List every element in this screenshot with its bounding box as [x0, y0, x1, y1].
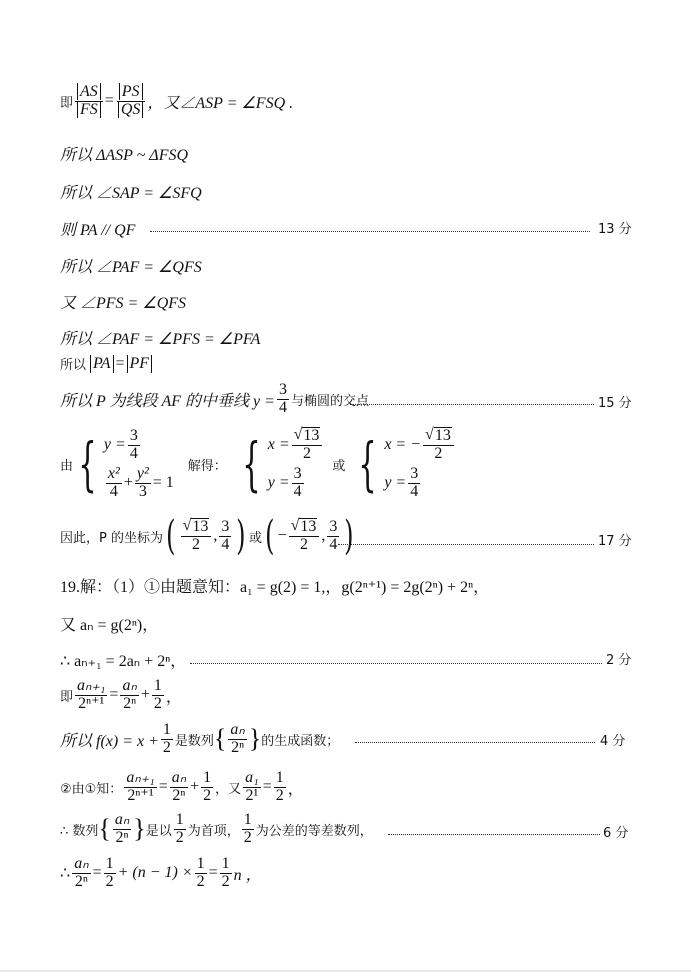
line-ratio-recurrence: 即 $\frac{\text{aₙ₊₁}}{\text{2ⁿ⁺¹}}$ = $\frac{\text{aₙ}}{\text{2ⁿ}}$ + $\frac{1}{2}$ ， [60, 677, 182, 712]
line-system [60, 424, 456, 504]
score-4: 4 分 [600, 734, 626, 749]
text-or: 或 [332, 458, 346, 474]
text-suoyi: 所以 [60, 358, 87, 373]
system-given: y = $\frac{3}{4}$ $\frac{\text{x²}}{4}$ + $\frac{\text{y²}}{3}$ = 1 [103, 426, 174, 500]
text-or: 或 [248, 530, 262, 546]
equals-sign: = [104, 92, 114, 110]
line-pa-pf [60, 354, 152, 373]
solution-positive: x = √ 13 2 y = $\frac{3}{4}$ [268, 426, 325, 502]
line-ratio [60, 84, 293, 119]
abs-fs: FS [77, 101, 101, 118]
line-from-part1: ②由①知： $\frac{\text{aₙ₊₁}}{\text{2ⁿ⁺¹}}$ = $\frac{\text{aₙ}}{\text{2ⁿ}}$ + $\frac{1}{2}$ ，又 $\frac{\text{a₁}}{\text{2¹}}$ = $\frac{1}{2}$ ， [60, 769, 304, 804]
score-2: 2 分 [606, 653, 632, 668]
line-closed-form: ∴ $\frac{\text{aₙ}}{\text{2ⁿ}}$ = $\frac{1}{2}$ + (n − 1) × $\frac{1}{2}$ = $\frac{1}{2}$ n ， [60, 855, 262, 890]
line-coordinates: 因此，P 的坐标为 ( √ 13 2 , $\frac{3}{4}$ ) 或 ( − √ 13 2 , $\frac{3}{4}$ ) [60, 513, 354, 559]
dotted-leader [338, 544, 594, 545]
line-an-def: 又 aₙ = g(2ⁿ)， [60, 617, 159, 634]
fraction-3-4: $\frac{3}{4}$ [278, 381, 287, 416]
abs-ps: PS [119, 83, 143, 100]
fraction-ps-qs [116, 84, 146, 119]
text-ji: 即 [60, 95, 74, 111]
line-angle-chain: 所以 ∠PAF = ∠PFS = ∠PFA [60, 331, 261, 348]
abs-pf: PF [127, 355, 153, 373]
line-recurrence: ∴ aₙ₊₁ = 2aₙ + 2ⁿ， [60, 653, 187, 670]
line-midperp [60, 382, 369, 417]
dotted-leader [355, 742, 595, 743]
score-17: 17 分 [598, 534, 632, 549]
page-bottom-edge [0, 970, 691, 972]
line-arithmetic-sequence: ∴ 数列 { $\frac{\text{aₙ}}{\text{2ⁿ}}$ } 是以 $\frac{1}{2}$ 为首项， $\frac{1}{2}$ 为公差的等差数列， [60, 811, 373, 846]
score-6: 6 分 [603, 826, 629, 841]
abs-pa: PA [90, 355, 113, 373]
text-midperp: 所以 P 为线段 AF 的中垂线 y = [60, 392, 275, 410]
text-you: 由 [60, 458, 74, 474]
text-angle-equal: ，又∠ASP = ∠FSQ . [147, 94, 294, 112]
dotted-leader [190, 663, 602, 664]
dotted-leader [350, 404, 594, 405]
line-angle-pfs: 又 ∠PFS = ∠QFS [60, 295, 187, 312]
line-similar: 所以 ΔASP ~ ΔFSQ [60, 147, 189, 164]
line-parallel: 则 PA // QF [60, 222, 136, 239]
left-brace: { [358, 429, 378, 498]
line-generating-function: 所以 f(x) = x + $\frac{1}{2}$ 是数列 { $\frac{\text{aₙ}}{\text{2ⁿ}}$ } 的生成函数； [60, 721, 340, 756]
line-19-solution: 19.解：（1）①由题意知：a₁ = g(2) = 1,，g(2ⁿ⁺¹) = 2g(2ⁿ) + 2ⁿ， [60, 579, 490, 596]
left-brace: { [242, 429, 261, 498]
abs-as: AS [77, 83, 101, 100]
solution-negative: x = − √ 13 2 y = $\frac{3}{4}$ [384, 426, 455, 502]
left-brace: { [78, 429, 97, 498]
text-coords: 因此，P 的坐标为 [60, 530, 163, 546]
fraction-as-fs [75, 84, 103, 119]
dotted-leader [388, 834, 600, 835]
equals-sign: = [115, 354, 125, 372]
text-solve: 解得： [187, 458, 227, 474]
abs-qs: QS [118, 101, 144, 118]
line-angle-sap: 所以 ∠SAP = ∠SFQ [60, 185, 202, 202]
score-15: 15 分 [598, 396, 632, 411]
score-13: 13 分 [598, 222, 632, 237]
dotted-leader [150, 231, 590, 232]
text-intersection: 与椭圆的交点 [290, 393, 369, 409]
line-angle-paf: 所以 ∠PAF = ∠QFS [60, 259, 202, 276]
